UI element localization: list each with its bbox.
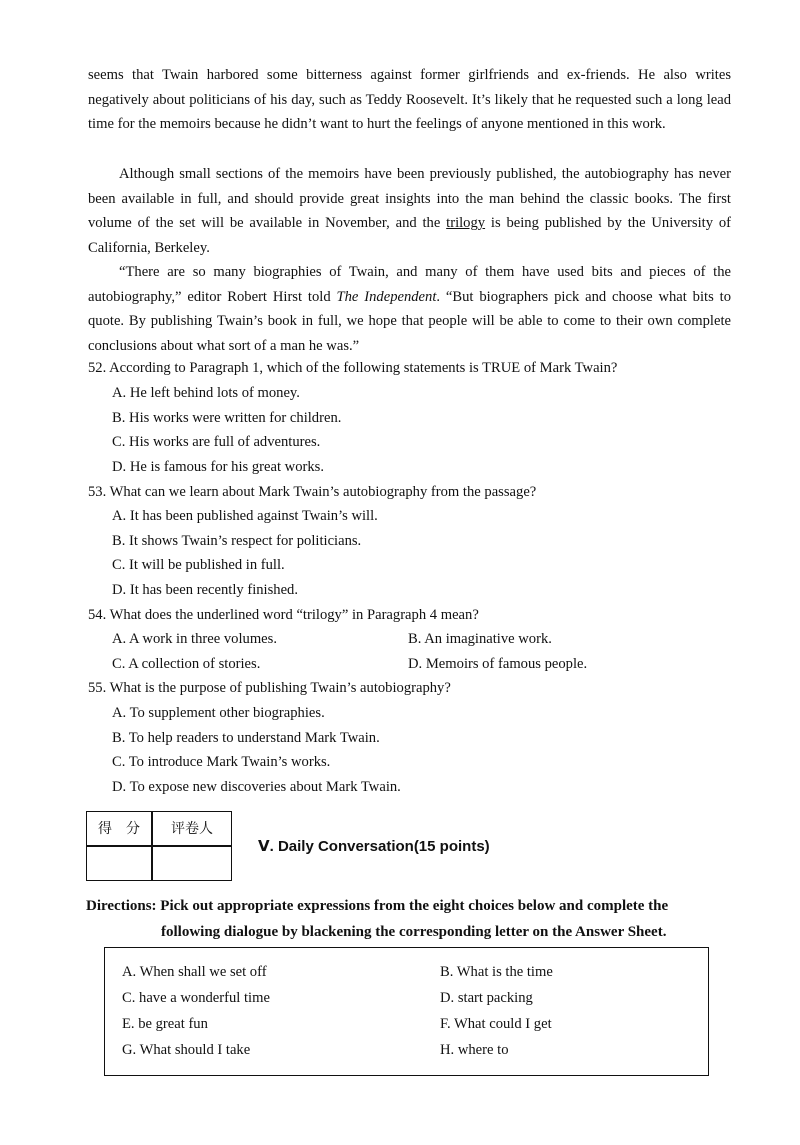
question-52-stem: 52. According to Paragraph 1, which of the following statements is TRUE of Mark Twain? — [88, 360, 618, 376]
question-53-option-c[interactable]: C. It will be published in full. — [112, 557, 285, 573]
question-55-option-d[interactable]: D. To expose new discoveries about Mark Twain. — [112, 779, 401, 795]
question-54-option-a[interactable]: A. A work in three volumes. — [112, 631, 277, 647]
question-53-option-b[interactable]: B. It shows Twain’s respect for politicians. — [112, 533, 362, 549]
grader-label: 评卷人 — [171, 821, 213, 837]
question-53-option-a[interactable]: A. It has been published against Twain’s will. — [112, 508, 378, 524]
score-box — [86, 811, 232, 881]
question-53-option-d[interactable]: D. It has been recently finished. — [112, 582, 299, 598]
question-55-option-a[interactable]: A. To supplement other biographies. — [112, 705, 325, 721]
choice-d: D. start packing — [440, 990, 533, 1006]
passage-paragraph-3-continued: seems that Twain harbored some bitterness against former girlfriends and ex-friends. He also writes negatively about politicians of his day, such as Teddy Roosevelt. It’s likely that he requested such a long lead time for the memoirs because he didn’t want to hurt the feelings of anyone mentioned in this work. — [88, 67, 731, 133]
question-54-option-c[interactable]: C. A collection of stories. — [112, 656, 261, 672]
directions-line-2: following dialogue by blackening the corresponding letter on the Answer Sheet. — [161, 924, 667, 940]
passage-paragraph-4: Although small sections of the memoirs have been previously published, the autobiography has never been available in full, and should provide great insights into the man behind the classic books. The first volume of the set will be available in November, and the trilogy is being published by the University of California, Berkeley. — [88, 166, 731, 257]
question-52-option-a[interactable]: A. He left behind lots of money. — [112, 385, 300, 401]
choice-f: F. What could I get — [440, 1016, 552, 1032]
question-54-stem: 54. What does the underlined word “trilogy” in Paragraph 4 mean? — [88, 607, 479, 623]
choice-g: G. What should I take — [122, 1042, 251, 1058]
passage-paragraph-5: “There are so many biographies of Twain, and many of them have used bits and pieces of the autobiography,” editor Robert Hirst told The Independent. “But biographers pick and choose what bits to quote. By publishing Twain’s book in full, we hope that people will be able to come to their own complete conclusions about what sort of a man he was.” — [88, 264, 731, 355]
question-55-stem: 55. What is the purpose of publishing Twain’s autobiography? — [88, 680, 451, 696]
question-52-option-b[interactable]: B. His works were written for children. — [112, 410, 342, 426]
question-52-option-d[interactable]: D. He is famous for his great works. — [112, 459, 324, 475]
question-53-stem: 53. What can we learn about Mark Twain’s autobiography from the passage? — [88, 484, 537, 500]
choice-e: E. be great fun — [122, 1016, 208, 1032]
section-title: Ⅴ. Daily Conversation(15 points) — [258, 838, 490, 855]
question-52-option-c[interactable]: C. His works are full of adventures. — [112, 434, 321, 450]
section-directions — [86, 893, 732, 945]
score-label: 得 分 — [98, 821, 140, 837]
underlined-word-trilogy: trilogy — [446, 215, 486, 232]
choices-box — [104, 947, 709, 1076]
choice-a: A. When shall we set off — [122, 964, 267, 980]
choice-b: B. What is the time — [440, 964, 553, 980]
question-54-option-b[interactable]: B. An imaginative work. — [408, 631, 552, 647]
question-54-option-d[interactable]: D. Memoirs of famous people. — [408, 656, 588, 672]
directions-line-1: Directions: Pick out appropriate expressions from the eight choices below and complete the — [86, 898, 669, 914]
score-box-divider — [87, 845, 231, 847]
question-55-option-c[interactable]: C. To introduce Mark Twain’s works. — [112, 754, 331, 770]
question-55-option-b[interactable]: B. To help readers to understand Mark Twain. — [112, 730, 380, 746]
choice-c: C. have a wonderful time — [122, 990, 270, 1006]
choice-h: H. where to — [440, 1042, 509, 1058]
